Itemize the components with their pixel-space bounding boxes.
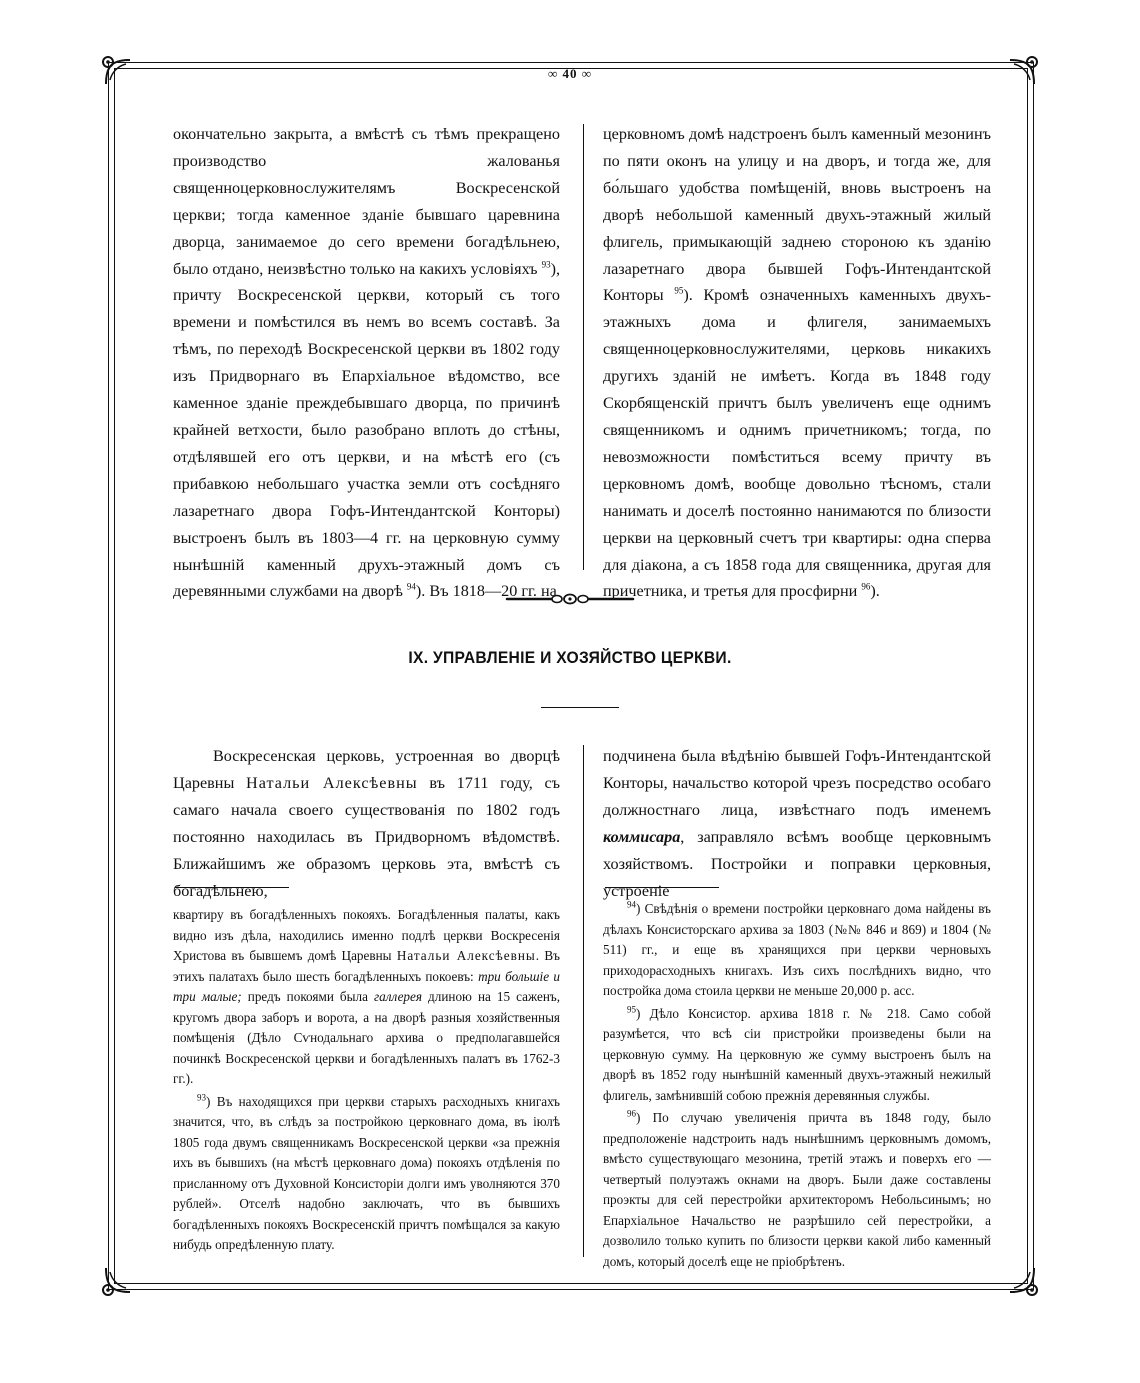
text-run: подчинена была вѣдѣнію бывшей Гофъ-Интендантской Конторы, начальство которой чрезъ посредство особаго должностнаго лица, извѣстнаго подъ именемъ [603, 747, 991, 819]
footnote-number: 96 [627, 1108, 636, 1119]
ornament-divider-icon [505, 592, 635, 606]
text-run: въ 1711 году, съ самаго начала своего существованія по 1802 годъ постоянно находилась въ Придворномъ вѣдомствѣ. Ближайшимъ же образомъ церковь эта, вмѣстѣ съ богадѣльнею, [173, 773, 561, 900]
footnote-rule [175, 887, 289, 888]
footnote-text: ) Свѣдѣнія о времени постройки церковнаго дома найдены въ дѣлахъ Консисторскаго архива за 1803 (№№ 846 и 869) и 1804 (№ 511) гг., и еще въ хранящихся при церкви черновыхъ приходорасходныхъ книгахъ. Изъ сихъ послѣднихъ видно, что постройка дома стоила церкви не меньше 20,000 р. асс. [603, 901, 991, 998]
heading-rule [541, 707, 619, 708]
text-run: ). Въ 1818—20 гг. на [415, 582, 557, 601]
bottom-left-column [173, 743, 560, 904]
top-left-column [173, 121, 560, 605]
footnote-ref: 95 [674, 286, 684, 297]
footnotes-right [603, 899, 991, 1274]
footnote-number: 93 [197, 1092, 206, 1103]
bottom-right-column [603, 743, 991, 904]
footnote-text: ) Въ находящихся при церкви старыхъ расходныхъ книгахъ значится, что, въ слѣдъ за постройкою церковнаго дома, въ іюлѣ 1805 года двумъ священникамъ Воскресенской церкви «за прежнія ихъ въ бывшихъ (на мѣстѣ церковнаго дома) покояхъ отдѣленія по присланному отъ Духовной Консисторіи долги имъ уволняются 370 рублей». Отселѣ надобно заключать, что въ бывшихъ богадѣленныхъ покояхъ Воскресенскій причтъ помѣщался за какую нибудь опредѣленную плату. [173, 1093, 560, 1252]
text-run: окончательно закрыта, а вмѣстѣ съ тѣмъ прекращено производство жалованья священноцерковнослужителямъ Воскресенской церкви; тогда каменное зданіе бывшаго царевнина дворца, занимаемое до сего времени богадѣльнею, было отдано, неизвѣстно только на какихъ условіяхъ [173, 125, 560, 278]
text-run: ), причту Воскресенской церкви, который съ того времени и помѣстился въ немъ во всемъ составѣ. За тѣмъ, по переходѣ Воскресенской церкви въ 1802 году изъ Придворнаго въ Епархіальное вѣдомство, все каменное зданіе преждебывшаго дворца, по причинѣ крайней ветхости, было разобрано вплоть до стѣны, отдѣлявшей его отъ церкви, и на мѣстѣ его (съ прибавкою небольшаго участка земли отъ сосѣдняго лазаретнаго двора Гофъ-Интендантской Конторы) выстроенъ былъ въ 1803—4 гг. на церковную сумму нынѣшній каменный друхъ-этажный домъ съ деревянными службами на дворѣ [173, 259, 560, 601]
text-run-italic: галлерея [374, 989, 422, 1004]
footnote-rule [605, 887, 719, 888]
footnote-text: ) По случаю увеличенія причта въ 1848 году, было предположеніе надстроить надъ нынѣшнимъ церковнымъ домомъ, вмѣсто существующаго мезонина, третій этажъ и поверхъ его — четвертый полуэтажъ окнами на дворъ. Были даже составлены проэкты для сей перестройки архитекторомъ Небольсинымъ; но Епархіальное Начальство не разрѣшило сей перестройки, а дозволило только купить по близости церкви какой либо каменный домъ, который доселѣ еще не пріобрѣтенъ. [603, 1110, 991, 1269]
text-run: длиною на 15 саженъ, кругомъ двора заборъ и ворота, а на дворѣ разныя хозяйственныя помѣщенія (Дѣло Сѵнодальнаго архива о предполагавшейся починкѣ Воскресенской церкви и богадѣленныхъ палатъ въ 1762-3 гг.). [173, 989, 561, 1086]
text-run: предъ покоями была [241, 989, 374, 1004]
footnote-continuation [173, 905, 560, 1090]
text-run: Воскресенская церковь, устроенная во дворцѣ Царевны [173, 747, 560, 792]
footnote-text: ) Дѣло Консистор. архива 1818 г. № 218. Само собой разумѣется, что всѣ сіи пристройки произведены были на церковную сумму. На церковную же сумму выстроенъ былъ на дворѣ въ 1852 году нынѣшній каменный двухъ-этажный нежилый флигель, замѣнившій собою прежнія деревянныя службы. [603, 1005, 991, 1103]
footnote-93 [173, 1092, 560, 1256]
text-run-italic: коммисара [603, 827, 681, 846]
footnote-95 [603, 1004, 991, 1107]
top-right-column [603, 121, 991, 605]
footnotes-left [173, 905, 560, 1258]
section-heading: IX. УПРАВЛЕНІЕ И ХОЗЯЙСТВО ЦЕРКВИ. [408, 648, 732, 667]
footnote-96 [603, 1108, 991, 1272]
corner-ornament-icon [1002, 1260, 1042, 1300]
column-divider [583, 745, 584, 1257]
text-run-spaced: Натальи Алексѣевны [246, 773, 418, 792]
footnote-94 [603, 899, 991, 1002]
text-run: ). [870, 582, 880, 601]
text-run: ). Кромѣ означенныхъ каменныхъ двухъ-этажныхъ дома и флигеля, занимаемыхъ священноцерковнослужителями, церковь никакихъ другихъ зданій не имѣетъ. Когда въ 1848 году Скорбященскій причтъ былъ увеличенъ еще однимъ священникомъ и однимъ причетникомъ; тогда, по невозможности помѣститься всему причту въ церковномъ домѣ, вообще довольно тѣсномъ, стали нанимать и доселѣ постоянно нанимаются по близости церкви на церковный счетъ три квартиры: одна сперва для діакона, а съ 1858 года для священника, другая для причетника, и третья для просфирни [603, 286, 991, 601]
footnote-ref: 93 [541, 259, 551, 270]
text-run: квартиру въ богадѣленныхъ покояхъ. Богадѣленныя палаты, какъ видно изъ дѣла, находились именно подлѣ церкви Воскресенія Христова въ бывшемъ домѣ Царевны [173, 907, 560, 963]
footnote-number: 95 [627, 1004, 636, 1015]
corner-ornament-icon [98, 1260, 138, 1300]
footnote-ref: 96 [861, 582, 871, 593]
page-number: ∞ 40 ∞ [547, 66, 593, 81]
text-run: , заправляло всѣмъ вообще церковнымъ хозяйствомъ. Постройки и поправки церковныя, устроеніе [603, 827, 991, 900]
text-run: . Въ этихъ палатахъ было шесть богадѣленныхъ покоевъ: [173, 948, 560, 984]
text-run: церковномъ домѣ надстроенъ былъ каменный мезонинъ по пяти оконъ на улицу и на дворъ, и тогда же, для бо́льшаго удобства помѣщеній, вновь выстроенъ на дворѣ небольшой каменный двухъ-этажный жилый флигель, примыкающій заднею стороною къ зданію лазаретнаго двора бывшей Гофъ-Интендантской Конторы [603, 125, 991, 305]
footnote-number: 94 [627, 899, 636, 910]
text-run-italic: три большіе и три малые; [173, 968, 560, 1004]
text-run-spaced: Натальи Алексѣевны [396, 948, 536, 963]
footnote-ref: 94 [406, 582, 416, 593]
column-divider [583, 124, 584, 570]
